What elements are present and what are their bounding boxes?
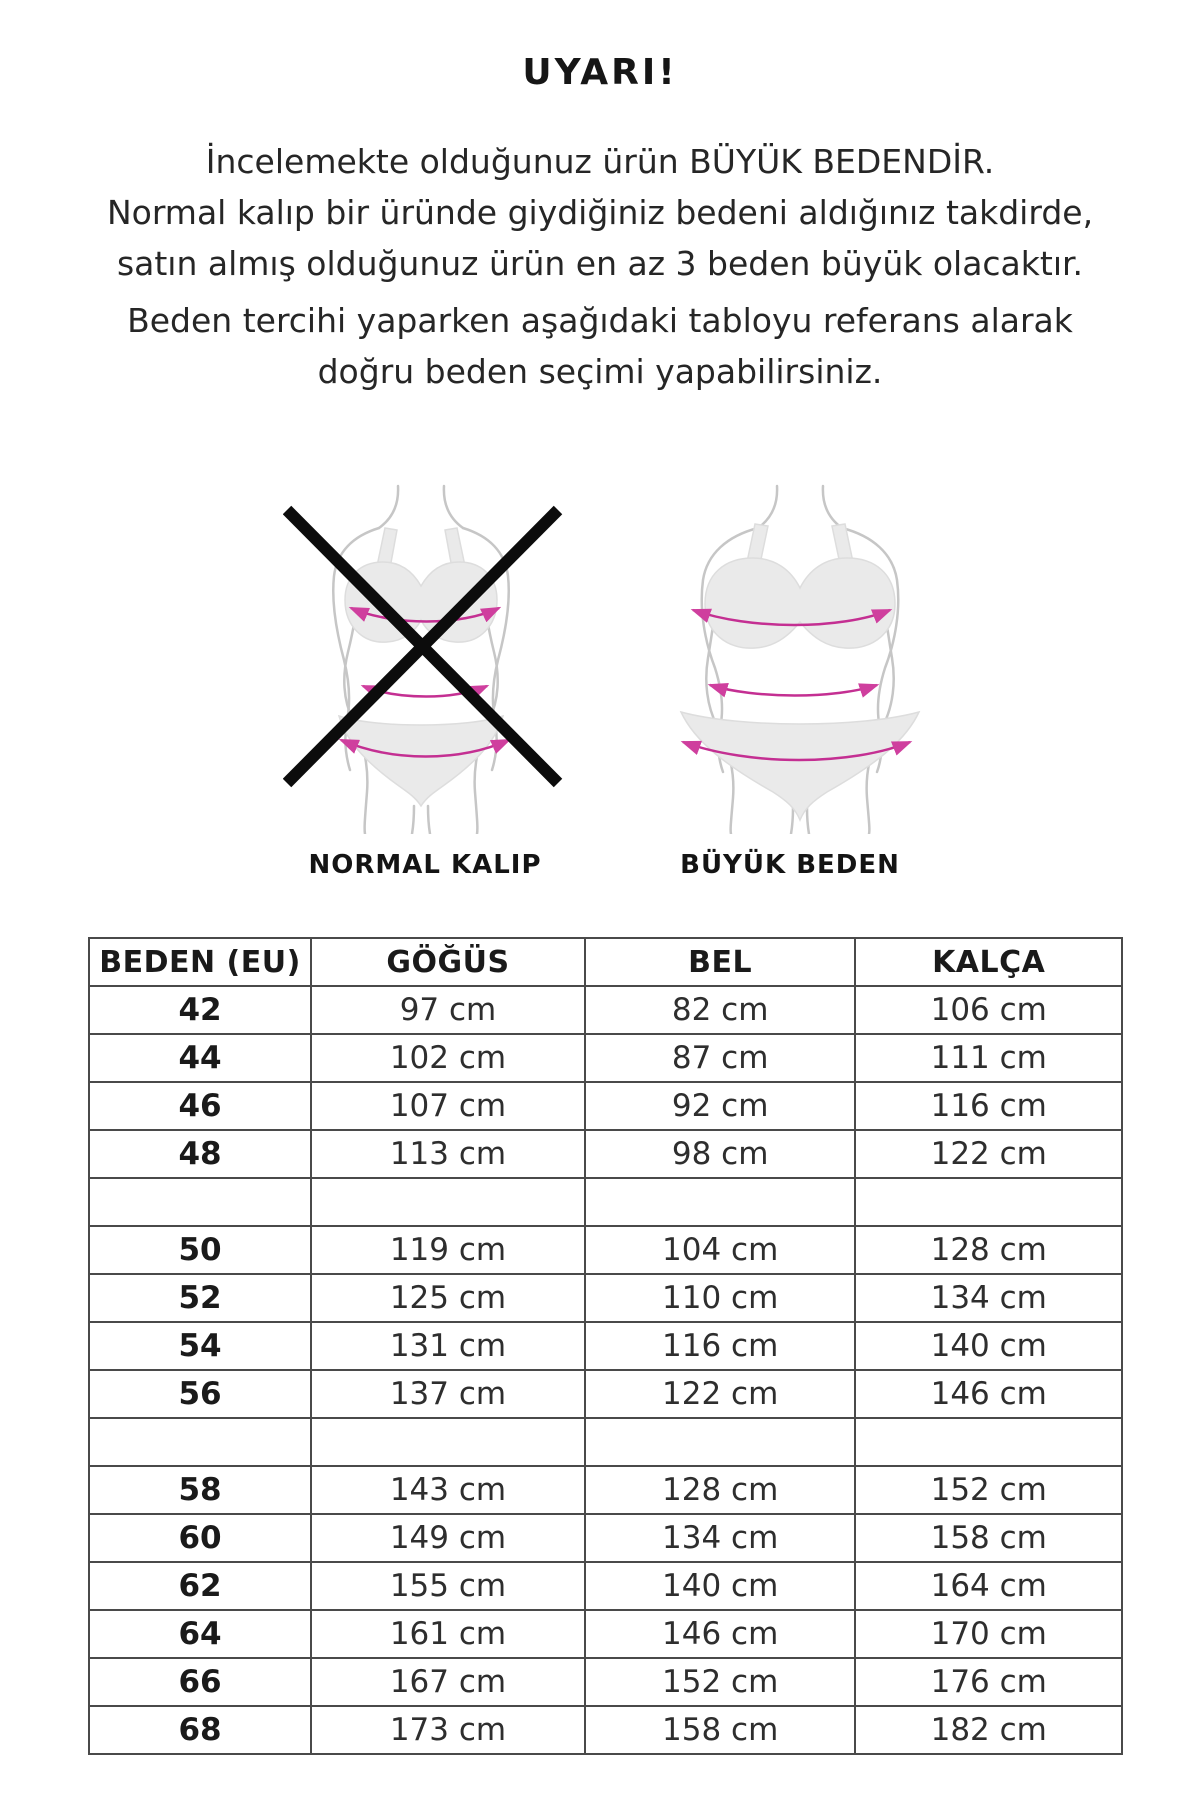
size-table-row — [89, 1706, 1122, 1754]
hip-cell: 122 cm — [855, 1130, 1122, 1178]
waist-cell: 110 cm — [585, 1274, 856, 1322]
size-table-header-row — [89, 938, 1122, 986]
hip-cell: 170 cm — [855, 1610, 1122, 1658]
hip-cell: 111 cm — [855, 1034, 1122, 1082]
hip-cell — [855, 1418, 1122, 1466]
size-table-row — [89, 1274, 1122, 1322]
hip-cell: 116 cm — [855, 1082, 1122, 1130]
size-cell: 62 — [89, 1562, 311, 1610]
waist-cell — [585, 1178, 856, 1226]
waist-cell: 158 cm — [585, 1706, 856, 1754]
waist-cell: 92 cm — [585, 1082, 856, 1130]
size-table-row — [89, 1082, 1122, 1130]
waist-cell: 116 cm — [585, 1322, 856, 1370]
size-cell: 52 — [89, 1274, 311, 1322]
instruction-paragraph — [0, 295, 1200, 397]
plus-size-figure — [655, 462, 955, 834]
bust-cell: 119 cm — [311, 1226, 585, 1274]
size-cell: 54 — [89, 1322, 311, 1370]
bust-cell: 173 cm — [311, 1706, 585, 1754]
bust-cell: 149 cm — [311, 1514, 585, 1562]
size-cell: 58 — [89, 1466, 311, 1514]
bust-cell: 137 cm — [311, 1370, 585, 1418]
waist-measure-arrow — [710, 685, 877, 696]
size-cell: 66 — [89, 1658, 311, 1706]
waist-cell: 122 cm — [585, 1370, 856, 1418]
waist-cell — [585, 1418, 856, 1466]
instruction-line-1: Beden tercihi yaparken aşağıdaki tabloyu referans alarak — [127, 301, 1073, 340]
hip-cell: 164 cm — [855, 1562, 1122, 1610]
size-cell: 46 — [89, 1082, 311, 1130]
instruction-line-2: doğru beden seçimi yapabilirsiniz. — [317, 352, 883, 391]
hip-cell: 106 cm — [855, 986, 1122, 1034]
plus-size-label: BÜYÜK BEDEN — [680, 850, 900, 880]
size-cell: 60 — [89, 1514, 311, 1562]
size-cell — [89, 1418, 311, 1466]
bra — [705, 524, 895, 648]
warning-line-1: İncelemekte olduğunuz ürün BÜYÜK BEDENDİR. — [205, 142, 995, 181]
waist-cell: 98 cm — [585, 1130, 856, 1178]
size-cell: 68 — [89, 1706, 311, 1754]
waist-cell: 134 cm — [585, 1514, 856, 1562]
bust-cell: 143 cm — [311, 1466, 585, 1514]
waist-cell: 82 cm — [585, 986, 856, 1034]
waist-cell: 140 cm — [585, 1562, 856, 1610]
waist-cell: 104 cm — [585, 1226, 856, 1274]
warning-line-2: Normal kalıp bir üründe giydiğiniz bedeni aldığınız takdirde, — [106, 193, 1094, 232]
page-title: UYARI! — [522, 52, 678, 93]
bust-cell: 125 cm — [311, 1274, 585, 1322]
bust-cell: 161 cm — [311, 1610, 585, 1658]
size-table-row — [89, 1178, 1122, 1226]
warning-line-3: satın almış olduğunuz ürün en az 3 beden büyük olacaktır. — [116, 244, 1084, 283]
panties — [339, 716, 503, 806]
size-table-row — [89, 1322, 1122, 1370]
bust-cell — [311, 1418, 585, 1466]
size-cell: 42 — [89, 986, 311, 1034]
bust-cell: 155 cm — [311, 1562, 585, 1610]
size-cell: 56 — [89, 1370, 311, 1418]
header-size: BEDEN (EU) — [89, 938, 311, 986]
size-cell: 44 — [89, 1034, 311, 1082]
hip-cell: 140 cm — [855, 1322, 1122, 1370]
size-table-row — [89, 1610, 1122, 1658]
hip-cell: 182 cm — [855, 1706, 1122, 1754]
size-table-row — [89, 1514, 1122, 1562]
hip-cell — [855, 1178, 1122, 1226]
size-table — [88, 937, 1123, 1755]
waist-cell: 152 cm — [585, 1658, 856, 1706]
header-bust: GÖĞÜS — [311, 938, 585, 986]
hip-cell: 152 cm — [855, 1466, 1122, 1514]
normal-fit-figure — [283, 462, 563, 834]
header-hip: KALÇA — [855, 938, 1122, 986]
bust-cell: 167 cm — [311, 1658, 585, 1706]
warning-paragraph — [0, 136, 1200, 289]
bust-cell: 107 cm — [311, 1082, 585, 1130]
size-table-row — [89, 1658, 1122, 1706]
hip-cell: 158 cm — [855, 1514, 1122, 1562]
size-table-row — [89, 1466, 1122, 1514]
waist-cell: 146 cm — [585, 1610, 856, 1658]
size-table-row — [89, 1370, 1122, 1418]
normal-fit-label: NORMAL KALIP — [308, 850, 542, 880]
hip-cell: 134 cm — [855, 1274, 1122, 1322]
bust-cell: 97 cm — [311, 986, 585, 1034]
bust-cell: 102 cm — [311, 1034, 585, 1082]
bust-cell: 113 cm — [311, 1130, 585, 1178]
hip-cell: 128 cm — [855, 1226, 1122, 1274]
size-cell: 64 — [89, 1610, 311, 1658]
waist-cell: 128 cm — [585, 1466, 856, 1514]
size-table-row — [89, 1034, 1122, 1082]
bust-cell: 131 cm — [311, 1322, 585, 1370]
waist-cell: 87 cm — [585, 1034, 856, 1082]
size-table-row — [89, 1226, 1122, 1274]
hip-cell: 146 cm — [855, 1370, 1122, 1418]
header-waist: BEL — [585, 938, 856, 986]
size-table-row — [89, 1562, 1122, 1610]
panties — [681, 712, 919, 820]
size-table-row — [89, 1418, 1122, 1466]
bust-cell — [311, 1178, 585, 1226]
size-cell: 48 — [89, 1130, 311, 1178]
size-table-row — [89, 986, 1122, 1034]
hip-cell: 176 cm — [855, 1658, 1122, 1706]
size-cell — [89, 1178, 311, 1226]
size-table-row — [89, 1130, 1122, 1178]
size-cell: 50 — [89, 1226, 311, 1274]
